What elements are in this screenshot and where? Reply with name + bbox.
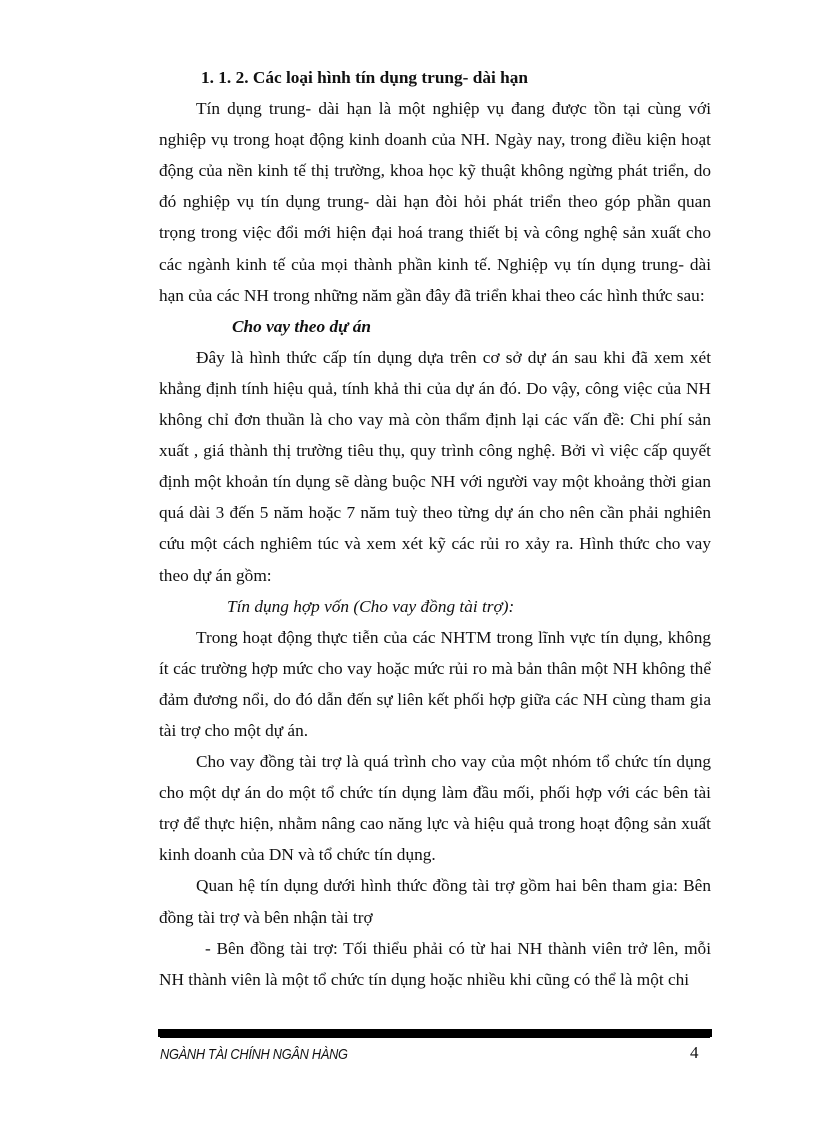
project-loan-title: Cho vay theo dự án <box>232 316 372 336</box>
document-page <box>159 62 711 995</box>
page-number: 4 <box>690 1043 699 1062</box>
bullet-item: - Bên đồng tài trợ: Tối thiểu phải có từ hai NH thành viên trở lên, mỗi NH thành viên là một tổ chức tín dụng hoặc nhiều khi cũng có thể là một chi <box>159 938 711 989</box>
footer-divider <box>158 1029 712 1037</box>
syndicated-loan-title: Tín dụng hợp vốn (Cho vay đồng tài trợ): <box>227 596 515 616</box>
syndicated-paragraph-2: Cho vay đồng tài trợ là quá trình cho vay của một nhóm tổ chức tín dụng cho một dự án do một tổ chức tín dụng làm đầu mối, phối hợp với các bên tài trợ để thực hiện, nhằm nâng cao năng lực và hiệu quả trong hoạt động sản xuất kinh doanh của DN và tổ chức tín dụng. <box>159 752 711 865</box>
footer-label: NGÀNH TÀI CHÍNH NGÂN HÀNG <box>160 1046 348 1063</box>
syndicated-paragraph-1: Trong hoạt động thực tiễn của các NHTM trong lĩnh vực tín dụng, không ít các trường hợp mức cho vay hoặc mức rủi ro mà bản thân một NH không thể đảm đương nổi, do đó dẫn đến sự liên kết phối hợp giữa các NH cùng tham gia tài trợ cho một dự án. <box>159 627 711 740</box>
intro-paragraph: Tín dụng trung- dài hạn là một nghiệp vụ đang được tồn tại cùng với nghiệp vụ trong hoạt động kinh doanh của NH. Ngày nay, trong điều kiện hoạt động của nền kinh tế thị trường, khoa học kỹ thuật không ngừng phát triển, do đó nghiệp vụ tín dụng trung- dài hạn đòi hỏi phát triển theo góp phần quan trọng trong việc đổi mới hiện đại hoá trang thiết bị và công nghệ sản xuất cho các ngành kinh tế của mọi thành phần kinh tế. Nghiệp vụ tín dụng trung- dài hạn của các NH trong những năm gần đây đã triển khai theo các hình thức sau: <box>159 99 711 305</box>
syndicated-paragraph-3: Quan hệ tín dụng dưới hình thức đồng tài trợ gồm hai bên tham gia: Bên đồng tài trợ và bên nhận tài trợ <box>159 876 711 927</box>
section-heading: 1. 1. 2. Các loại hình tín dụng trung- dài hạn <box>201 68 528 87</box>
project-loan-paragraph: Đây là hình thức cấp tín dụng dựa trên cơ sở dự án sau khi đã xem xét khẳng định tính hiệu quả, tính khả thi của dự án đó. Do vậy, công việc của NH không chỉ đơn thuần là cho vay mà còn thẩm định lại các vấn đề: Chi phí sản xuất , giá thành thị trường tiêu thụ, quy trình công nghệ. Bởi vì việc cấp quyết định một khoản tín dụng sẽ dàng buộc NH với người vay một khoảng thời gian quá dài 3 đến 5 năm hoặc 7 năm tuỳ theo từng dự án cho nên cần phải nghiên cứu một cách nghiêm túc và xem xét kỹ các rủi ro xảy ra. Hình thức cho vay theo dự án gồm: <box>159 347 711 585</box>
